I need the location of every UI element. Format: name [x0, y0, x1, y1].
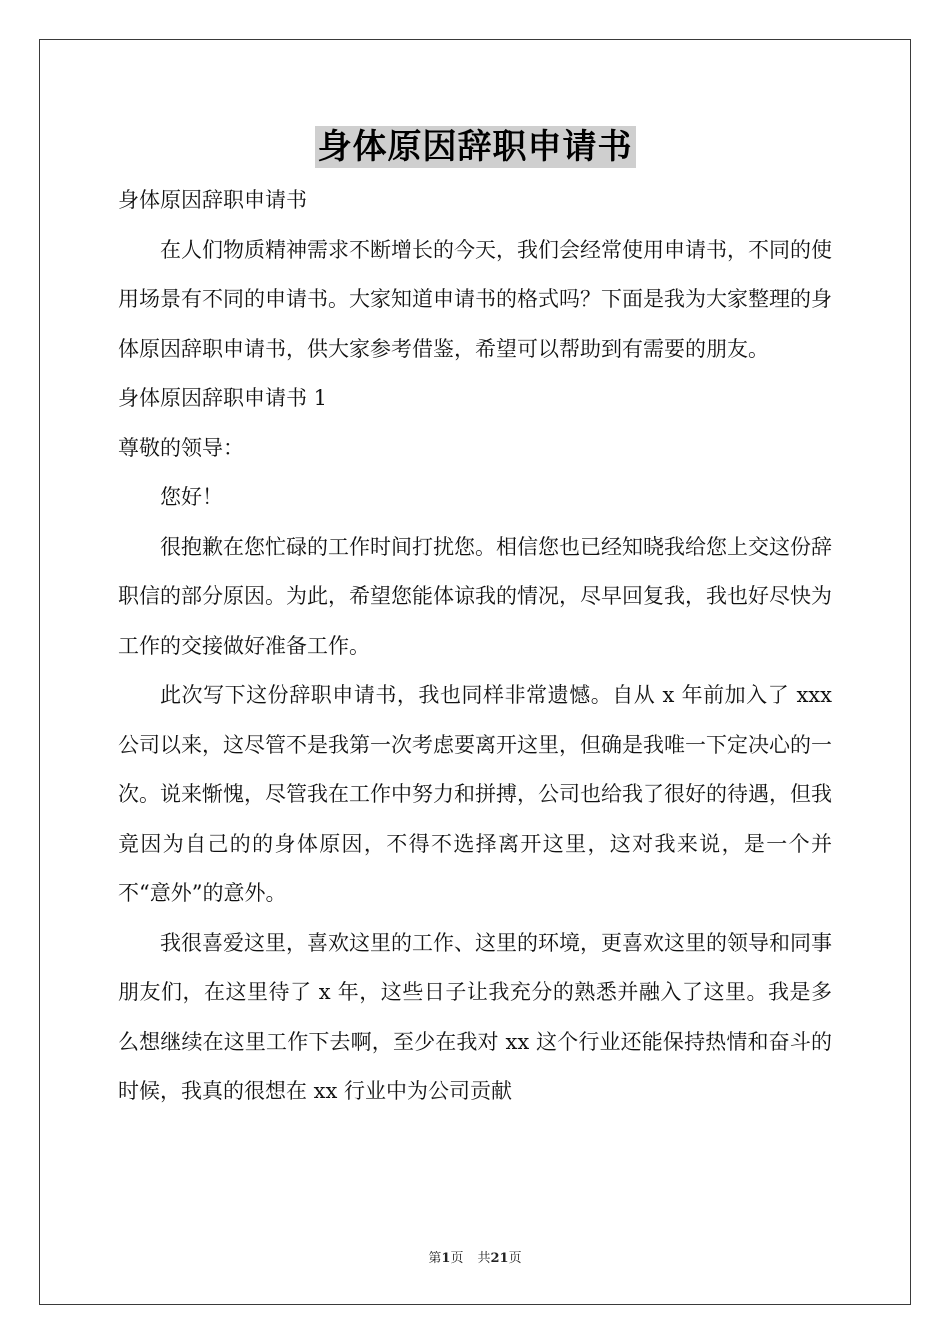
paragraph: 此次写下这份辞职申请书，我也同样非常遗憾。自从 x 年前加入了 xxx 公司以来，这尽管不是我第一次考虑要离开这里，但确是我唯一下定决心的一次。说来惭愧，尽管我在工作中努力和拼搏，公司也给我了很好的待遇，但我竟因为自己的的身体原因，不得不选择离开这里，这对我来说，是一个并不“意外”的意外。 — [118, 683, 832, 905]
total-suffix: 页 — [508, 1251, 522, 1266]
paragraph: 您好！ — [160, 485, 223, 509]
page-footer — [0, 1247, 950, 1266]
paragraph: 在人们物质精神需求不断增长的今天，我们会经常使用申请书，不同的使用场景有不同的申请书。大家知道申请书的格式吗？下面是我为大家整理的身体原因辞职申请书，供大家参考借鉴，希望可以帮助到有需要的朋友。 — [118, 237, 832, 361]
paragraph: 很抱歉在您忙碌的工作时间打扰您。相信您也已经知晓我给您上交这份辞职信的部分原因。为此，希望您能体谅我的情况，尽早回复我，我也好尽快为工作的交接做好准备工作。 — [118, 534, 832, 658]
total-prefix: 共 — [477, 1251, 491, 1266]
current-page-number: 1 — [441, 1251, 451, 1266]
document-body — [118, 176, 832, 1117]
page-prefix: 第 — [428, 1251, 442, 1266]
total-page-count: 21 — [490, 1251, 509, 1266]
paragraph: 我很喜爱这里，喜欢这里的工作、这里的环境，更喜欢这里的领导和同事朋友们，在这里待了 x 年，这些日子让我充分的熟悉并融入了这里。我是多么想继续在这里工作下去啊，至少在我对 xx 这个行业还能保持热情和奋斗的时候，我真的很想在 xx 行业中为公司贡献 — [118, 930, 832, 1103]
paragraph: 尊敬的领导： — [118, 435, 244, 460]
paragraph: 身体原因辞职申请书 1 — [118, 386, 328, 410]
document-title: 身体原因辞职申请书 — [315, 126, 636, 168]
page-suffix: 页 — [450, 1251, 464, 1266]
paragraph: 身体原因辞职申请书 — [118, 188, 307, 212]
title-container — [0, 126, 950, 168]
